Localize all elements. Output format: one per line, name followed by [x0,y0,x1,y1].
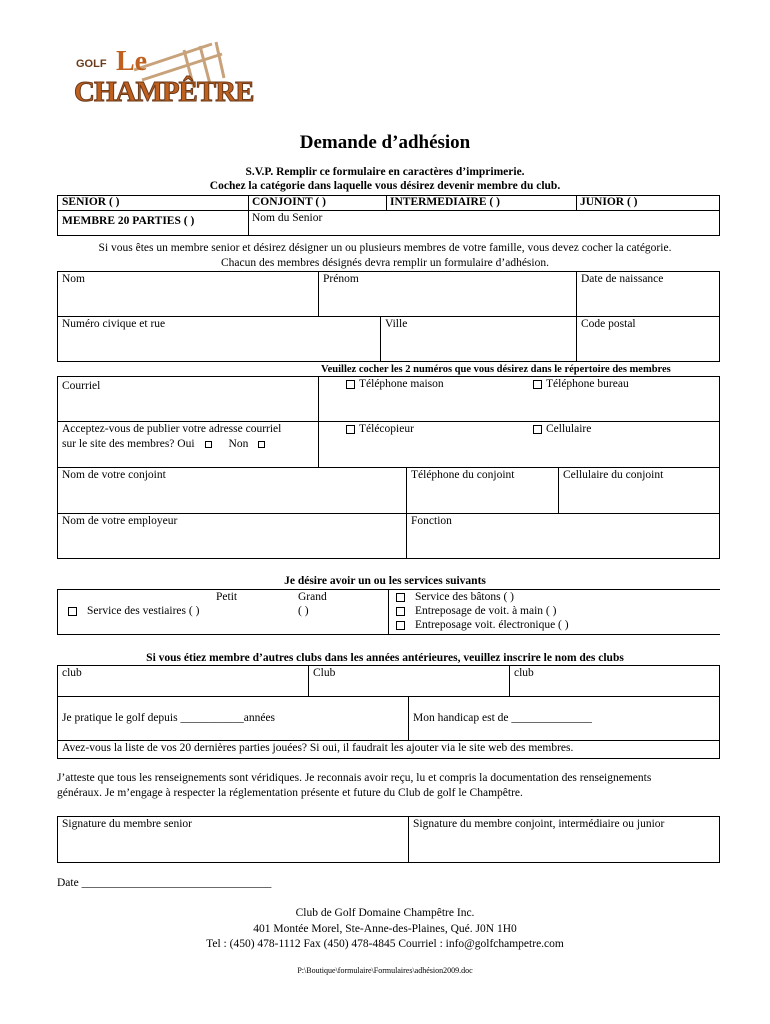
vestiaires-option[interactable]: Service des vestiaires ( ) [68,605,199,617]
club1-field[interactable]: club [62,667,82,679]
category-membre-20[interactable]: MEMBRE 20 PARTIES ( ) [62,215,195,227]
publier-question-line2: sur le site des membres? Oui Non [62,438,268,450]
logo-champetre: CHAMPÊTRE [74,76,254,108]
fonction-field[interactable]: Fonction [411,515,452,527]
tel-conjoint-field[interactable]: Téléphone du conjoint [411,469,515,481]
attestation-line1: J’atteste que tous les renseignements sont véridiques. Je reconnais avoir reçu, lu et compris la documentation des renseignements [57,772,652,784]
footer-address: 401 Montée Morel, Ste-Anne-des-Plaines, Qué. J0N 1H0 [253,923,517,935]
family-note-line2: Chacun des membres désignés devra remplir un formulaire d’adhésion. [221,257,549,269]
checkbox-icon[interactable] [533,425,542,434]
checkbox-icon[interactable] [396,593,405,602]
grand-label: Grand [298,591,327,603]
code-postal-field[interactable]: Code postal [581,318,636,330]
attestation-line2: généraux. Je m’engage à respecter la réglementation présente et future du Club de golf le Champêtre. [57,787,523,799]
signature-senior-field[interactable]: Signature du membre senior [62,818,192,830]
cell-conjoint-field[interactable]: Cellulaire du conjoint [563,469,664,481]
employeur-field[interactable]: Nom de votre employeur [62,515,178,527]
clubs-heading: Si vous étiez membre d’autres clubs dans les années antérieures, veuillez inscrire le nom des clubs [146,652,624,664]
club-logo [72,40,254,116]
checkbox-icon[interactable] [396,607,405,616]
grand-paren[interactable]: ( ) [298,605,309,617]
nom-conjoint-field[interactable]: Nom de votre conjoint [62,469,166,481]
date-naissance-field[interactable]: Date de naissance [581,273,664,285]
category-senior[interactable]: SENIOR ( ) [62,196,120,208]
handicap-field[interactable]: Mon handicap est de ______________ [413,712,592,724]
liste-parties-note: Avez-vous la liste de vos 20 dernières parties jouées? Si oui, il faudrait les ajouter via le site web des membres. [62,742,574,754]
golf-depuis-field[interactable]: Je pratique le golf depuis ___________années [62,712,276,724]
club3-field[interactable]: club [514,667,534,679]
checkbox-icon[interactable] [396,621,405,630]
non-checkbox[interactable] [258,441,265,448]
form-title: Demande d’adhésion [299,132,471,153]
category-junior[interactable]: JUNIOR ( ) [580,196,638,208]
category-conjoint[interactable]: CONJOINT ( ) [252,196,326,208]
checkbox-icon[interactable] [346,380,355,389]
entreposage-elec-option[interactable]: Entreposage voit. électronique ( ) [396,619,569,631]
telecopieur-option[interactable]: Télécopieur [346,423,414,435]
tel-maison-option[interactable]: Téléphone maison [346,378,444,390]
checkbox-icon[interactable] [533,380,542,389]
ville-field[interactable]: Ville [385,318,408,330]
rue-field[interactable]: Numéro civique et rue [62,318,166,330]
tel-bureau-option[interactable]: Téléphone bureau [533,378,629,390]
instruction-line1: S.V.P. Remplir ce formulaire en caractères d’imprimerie. [245,166,525,178]
footer-club-name: Club de Golf Domaine Champêtre Inc. [295,907,475,919]
repertoire-note: Veuillez cocher les 2 numéros que vous désirez dans le répertoire des membres [321,364,671,375]
instruction-line2: Cochez la catégorie dans laquelle vous désirez devenir membre du club. [209,180,561,192]
entreposage-main-option[interactable]: Entreposage de voit. à main ( ) [396,605,556,617]
category-intermediaire[interactable]: INTERMEDIAIRE ( ) [390,196,500,208]
petit-label: Petit [216,591,238,603]
date-field[interactable]: Date _________________________________ [57,877,272,889]
checkbox-icon[interactable] [68,607,77,616]
batons-option[interactable]: Service des bâtons ( ) [396,591,514,603]
logo-le: Le [116,46,148,77]
oui-checkbox[interactable] [205,441,212,448]
services-heading: Je désire avoir un ou les services suivants [284,575,486,587]
footer-contact: Tel : (450) 478-1112 Fax (450) 478-4845 Courriel : info@golfchampetre.com [206,938,564,950]
club2-field[interactable]: Club [313,667,336,679]
prenom-field[interactable]: Prénom [323,273,359,285]
nom-field[interactable]: Nom [62,273,85,285]
courriel-field[interactable]: Courriel [62,380,101,392]
footer-file-path: P:\Boutique\formulaire\Formulaires\adhésion2009.doc [297,966,473,975]
publier-question-line1: Acceptez-vous de publier votre adresse courriel [62,423,282,435]
nom-du-senior-field[interactable]: Nom du Senior [252,212,323,224]
logo-golf: GOLF [76,58,107,70]
cellulaire-option[interactable]: Cellulaire [533,423,591,435]
family-note-line1: Si vous êtes un membre senior et désirez désigner un ou plusieurs membres de votre famille, vous devez cocher la catégorie. [98,242,672,254]
signature-conjoint-field[interactable]: Signature du membre conjoint, intermédiaire ou junior [413,818,665,830]
checkbox-icon[interactable] [346,425,355,434]
